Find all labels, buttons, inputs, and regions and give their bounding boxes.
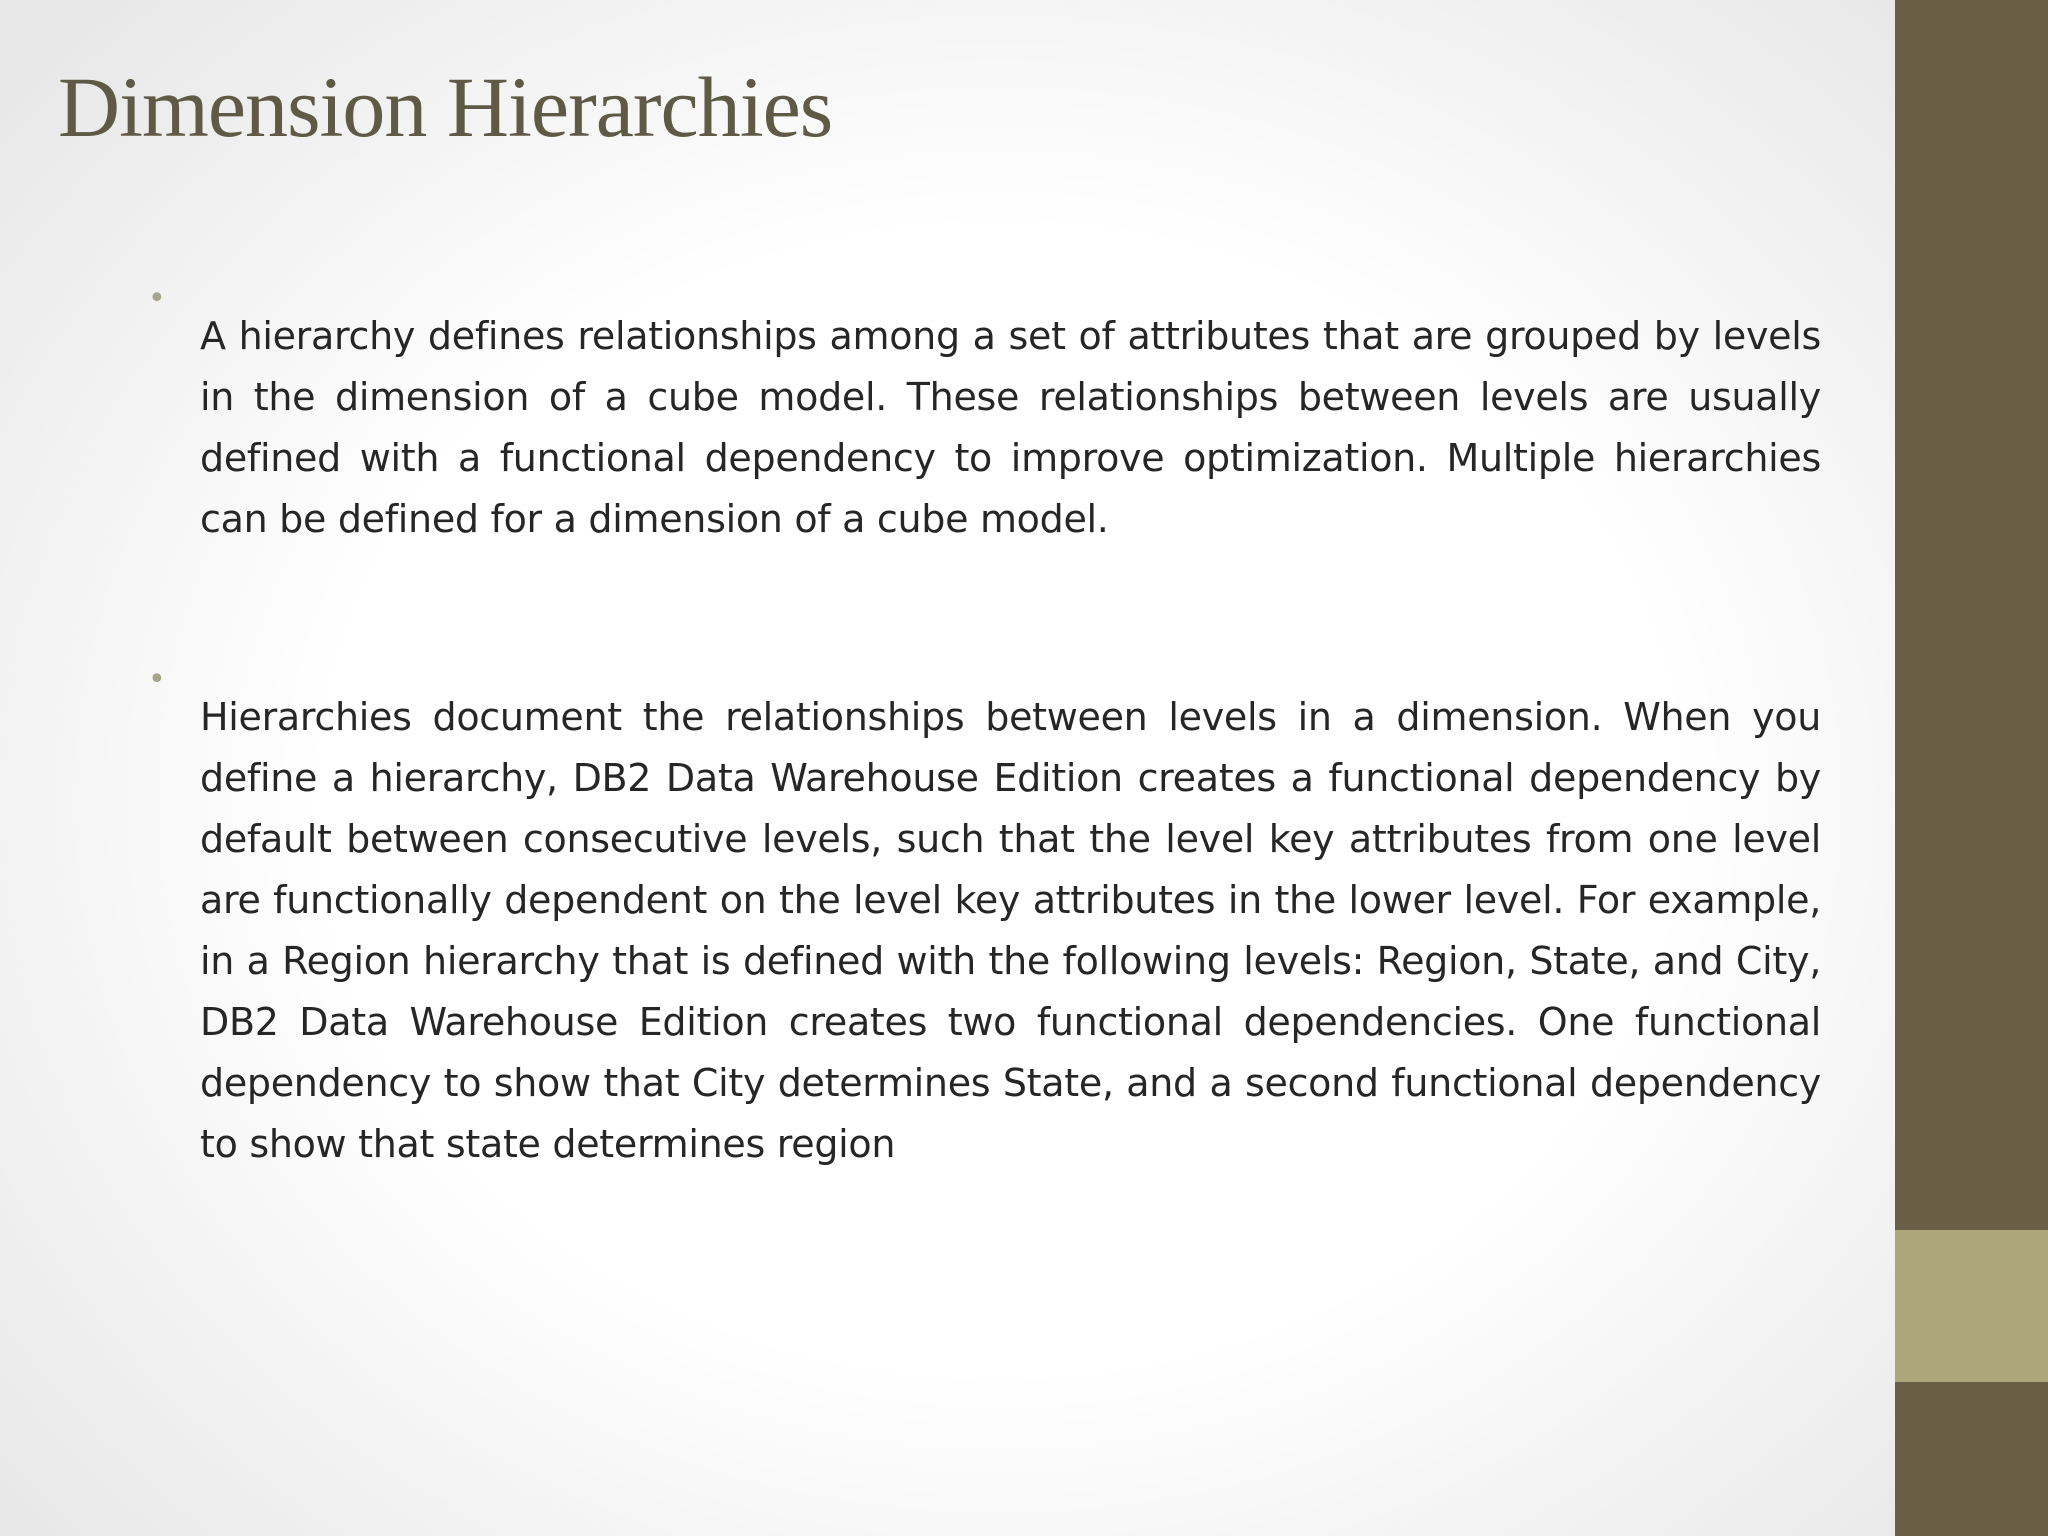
bullet-marker-icon: • xyxy=(148,662,166,697)
slide-body xyxy=(148,268,1821,1213)
bullet-item xyxy=(148,268,1821,588)
bullet-text: Hierarchies document the relationships between levels in a dimension. When you define a hierarchy, DB2 Data Warehouse Edition creates a functional dependency by default between consecutive levels, such that the level key attributes from one level are functionally dependent on the level key attributes in the lower level. For example, in a Region hierarchy that is defined with the following levels: Region, State, and City, DB2 Data Warehouse Edition creates two functional dependencies. One functional dependency to show that City determines State, and a second functional dependency to show that state determines region xyxy=(200,695,1821,1166)
bullet-item xyxy=(148,649,1821,1213)
slide-title: Dimension Hierarchies xyxy=(58,59,833,155)
bullet-text: A hierarchy defines relationships among a set of attributes that are grouped by levels in the dimension of a cube model. These relationships between levels are usually defined with a functional dependency to improve optimization. Multiple hierarchies can be defined for a dimension of a cube model. xyxy=(200,314,1821,541)
sidebar-accent-block xyxy=(1895,1230,2048,1382)
bullet-marker-icon: • xyxy=(148,281,166,316)
